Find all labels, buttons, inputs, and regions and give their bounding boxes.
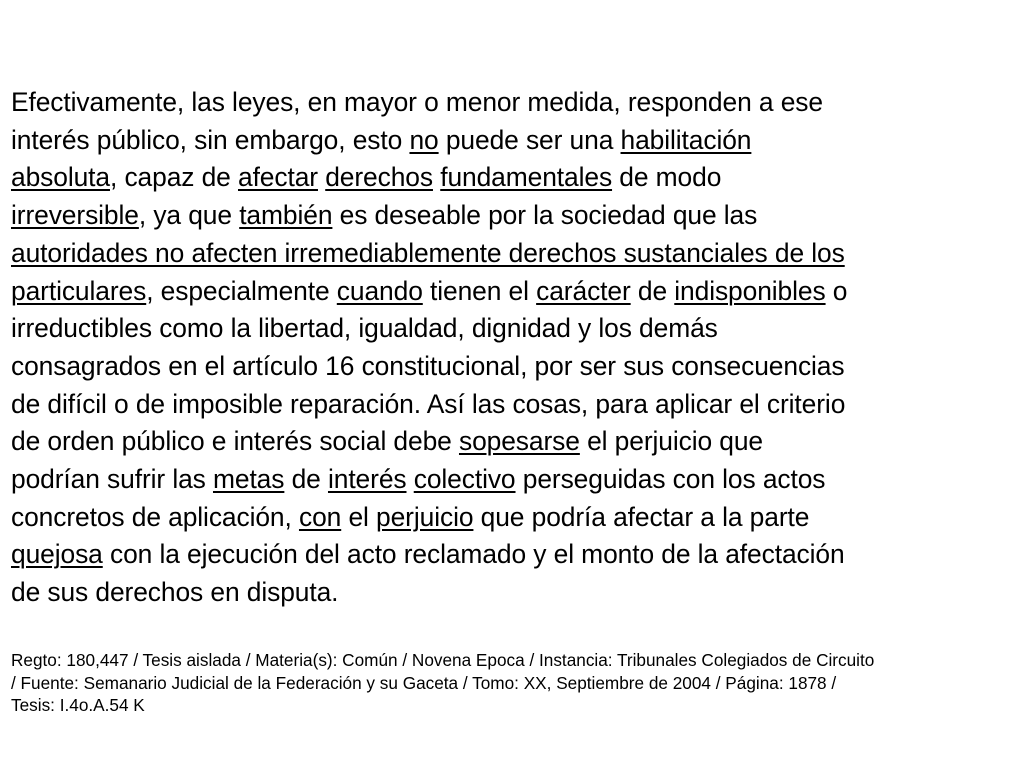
text-segment: de modo <box>612 162 722 193</box>
paragraph-line <box>11 499 1011 537</box>
paragraph-line <box>11 159 1011 197</box>
underlined-text: irreversible <box>11 200 139 231</box>
text-segment: o <box>825 275 848 306</box>
underlined-text: absoluta <box>11 162 110 193</box>
underlined-text: con <box>298 501 342 532</box>
text-segment: , ya que <box>138 200 240 231</box>
main-paragraph <box>11 84 1011 612</box>
underlined-text: carácter <box>536 275 631 306</box>
underlined-text: particulares <box>11 275 147 306</box>
text-segment: que podría afectar a la parte <box>473 501 810 532</box>
paragraph-line <box>11 197 1011 235</box>
underlined-text: derechos <box>325 162 433 193</box>
underlined-text: quejosa <box>11 539 103 570</box>
text-segment: es deseable por la sociedad que las <box>332 200 758 231</box>
text-segment: perseguidas con los actos <box>515 464 826 495</box>
underlined-text: también <box>239 200 333 231</box>
underlined-text: autoridades no afecten irremediablemente derechos sustanciales de los <box>11 237 845 268</box>
underlined-text: interés <box>327 464 407 495</box>
text-segment: Efectivamente, las leyes, en mayor o menor medida, responden a ese <box>11 87 823 117</box>
paragraph-line <box>11 235 1011 273</box>
text-segment: de <box>630 275 675 306</box>
text-segment: , capaz de <box>109 162 238 193</box>
text-segment: interés público, sin embargo, esto <box>11 124 410 155</box>
text-segment: irreductibles como la libertad, igualdad, dignidad y los demás <box>11 313 718 344</box>
text-segment: de <box>284 464 328 495</box>
underlined-text: indisponibles <box>674 275 826 306</box>
underlined-text: afectar <box>238 162 318 193</box>
underlined-text: no <box>409 124 439 155</box>
paragraph-line <box>11 122 1011 160</box>
underlined-text: colectivo <box>413 464 516 495</box>
text-segment: tienen el <box>422 275 537 306</box>
text-segment: el perjuicio que <box>579 426 764 457</box>
paragraph-line <box>11 423 1011 461</box>
text-segment: de orden público e interés social debe <box>11 426 459 457</box>
text-segment: de difícil o de imposible reparación. Así las cosas, para aplicar el criterio <box>11 388 846 419</box>
text-segment: , especialmente <box>146 275 337 306</box>
text-segment: puede ser una <box>438 124 621 155</box>
text-segment: podrían sufrir las <box>11 464 213 495</box>
text-segment: con la ejecución del acto reclamado y el monto de la afectación <box>102 539 845 570</box>
text-segment: concretos de aplicación, <box>11 501 299 532</box>
underlined-text: fundamentales <box>440 162 613 193</box>
underlined-text: sopesarse <box>458 426 580 457</box>
citation-line: / Fuente: Semanario Judicial de la Federación y su Gaceta / Tomo: XX, Septiembre de 2004 / Página: 1878 / <box>11 672 837 693</box>
text-segment: el <box>341 501 377 532</box>
underlined-text: perjuicio <box>376 501 474 532</box>
paragraph-line <box>11 574 1011 612</box>
underlined-text: cuando <box>336 275 423 306</box>
paragraph-line <box>11 348 1011 386</box>
paragraph-line <box>11 84 1011 122</box>
underlined-text: metas <box>212 464 285 495</box>
paragraph-line <box>11 310 1011 348</box>
text-segment: de sus derechos en disputa. <box>11 577 339 608</box>
paragraph-line <box>11 273 1011 311</box>
citation-line: Tesis: I.4o.A.54 K <box>11 695 145 715</box>
text-segment <box>407 464 414 494</box>
citation-line: Regto: 180,447 / Tesis aislada / Materia(s): Común / Novena Epoca / Instancia: Tribunales Colegiados de Circuito <box>11 650 875 670</box>
paragraph-line <box>11 461 1011 499</box>
citation-reference <box>11 649 1016 717</box>
paragraph-line <box>11 386 1011 424</box>
paragraph-line <box>11 536 1011 574</box>
text-segment: consagrados en el artículo 16 constitucional, por ser sus consecuencias <box>11 350 845 381</box>
underlined-text: habilitación <box>620 124 752 155</box>
